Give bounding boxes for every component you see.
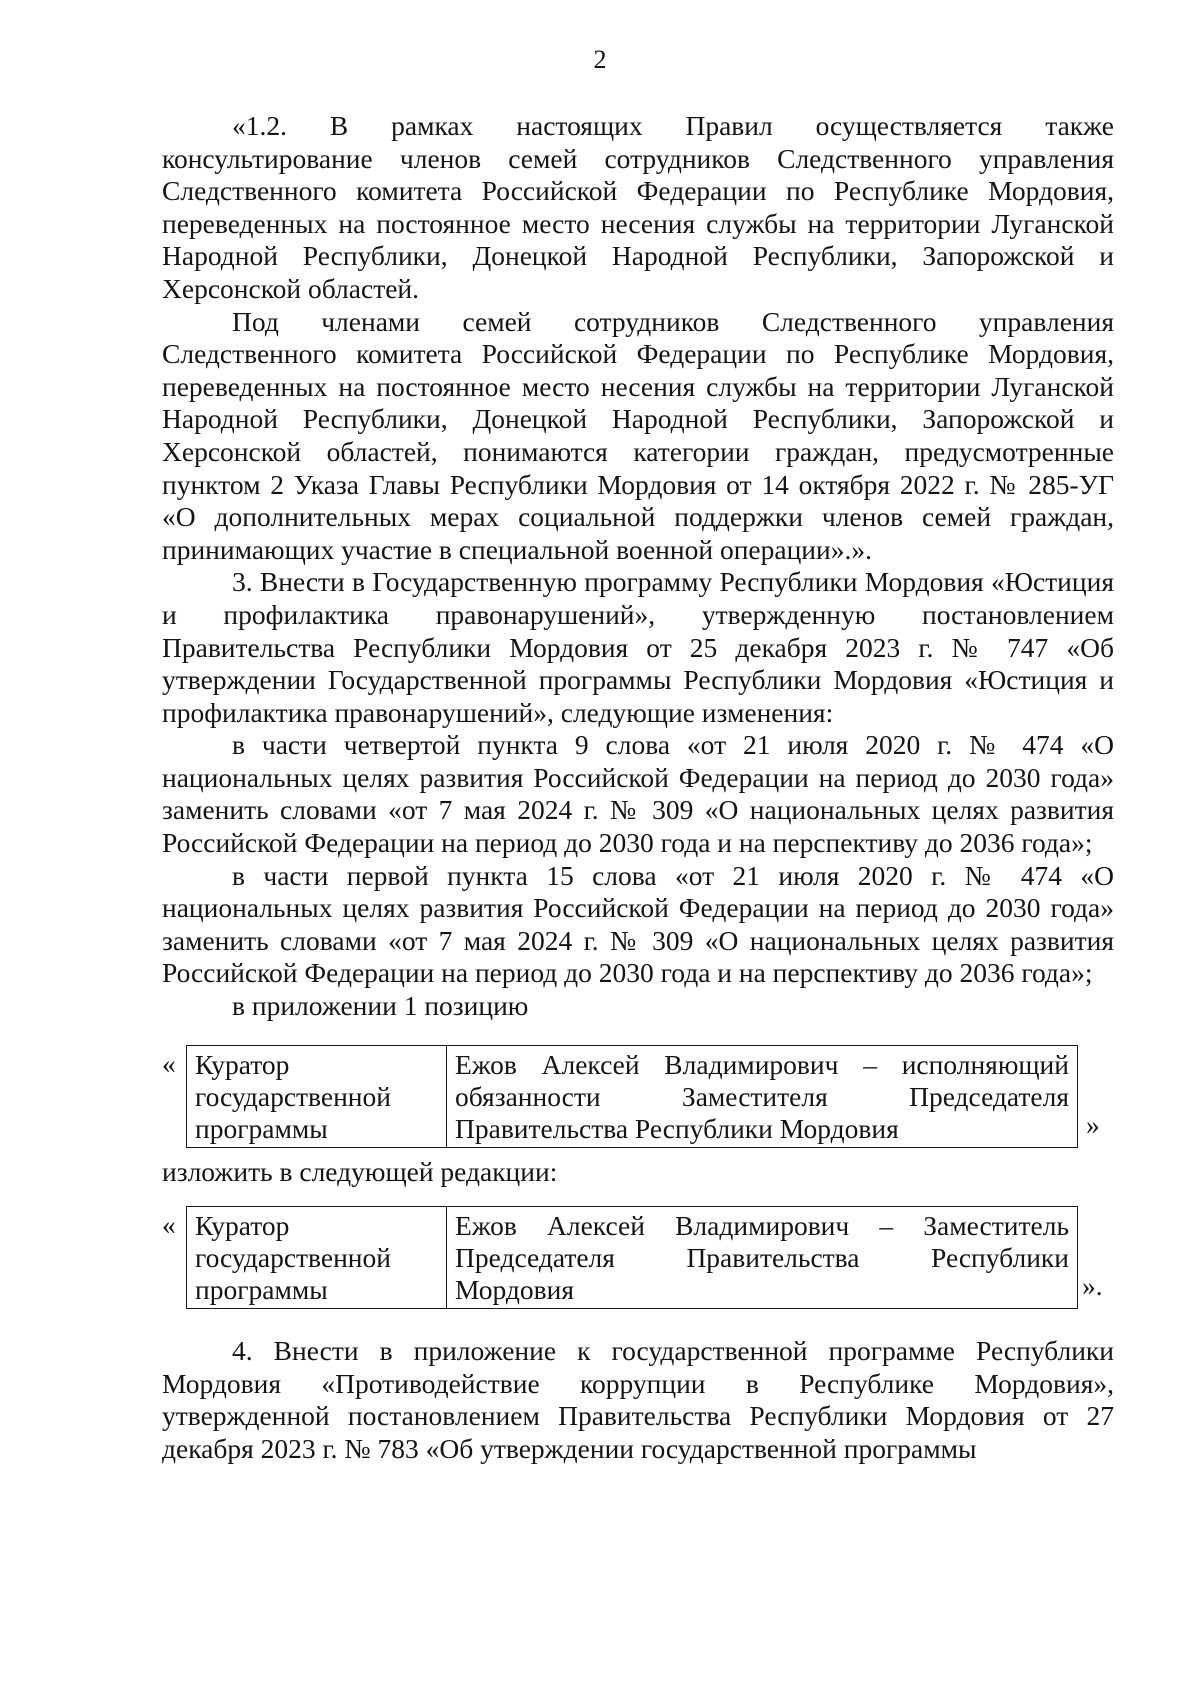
paragraph-appendix-reference: в приложении 1 позицию xyxy=(232,990,529,1022)
paragraph-item-3: 3. Внести в Государственную программу Республики Мордовия «Юстиция и профилактика правонарушений», утвержденную постановлением Правительства Республики Мордовия от 25 декабря 2023 г. № 747 «Об утверждении Государственной программы Республики Мордовия «Юстиция и профилактика правонарушений», следующие изменения: xyxy=(162,566,1114,728)
table-row xyxy=(187,1045,1078,1147)
cell-line: программы xyxy=(195,1274,328,1306)
page-number: 2 xyxy=(593,45,607,74)
cell-line: Куратор xyxy=(195,1048,290,1080)
old-position-block xyxy=(162,1045,1114,1146)
cell-line: Ежов Алексей Владимирович – Заместитель xyxy=(455,1210,1069,1242)
close-quote: ». xyxy=(1082,1270,1103,1302)
table-row xyxy=(187,1207,1078,1309)
new-position-table xyxy=(186,1206,1078,1309)
close-quote: » xyxy=(1086,1108,1100,1140)
new-position-block xyxy=(162,1206,1114,1307)
paragraph-family-definition: Под членами семей сотрудников Следственного управления Следственного комитета Российской Федерации по Республике Мордовия, переведенных на постоянное место несения службы на территории Луганской Народной Республики, Донецкой Народной Республики, Запорожской и Херсонской областей, понимаются категории граждан, предусмотренные пунктом 2 Указа Главы Республики Мордовия от 14 октября 2022 г. № 285-УГ «О дополнительных мерах социальной поддержки членов семей граждан, принимающих участие в специальной военной операции».». xyxy=(162,305,1114,565)
cell-line: государственной xyxy=(195,1080,391,1112)
paragraph-restate: изложить в следующей редакции: xyxy=(162,1155,558,1187)
cell-line: Мордовия xyxy=(455,1274,574,1306)
document-body xyxy=(162,110,1114,1466)
cell-line: Правительства Республики Мордовия xyxy=(455,1112,899,1144)
cell-line: государственной xyxy=(195,1242,391,1274)
curator-label-cell xyxy=(187,1207,447,1309)
open-quote: « xyxy=(162,1047,176,1079)
curator-label-cell xyxy=(187,1045,447,1147)
open-quote: « xyxy=(162,1209,176,1241)
paragraph-change-point-9: в части четвертой пункта 9 слова «от 21 июля 2020 г. № 474 «О национальных целях развития Российской Федерации на период до 2030 года» заменить словами «от 7 мая 2024 г. № 309 «О национальных целях развития Российской Федерации на период до 2030 года и на перспективу до 2036 года»; xyxy=(162,729,1114,859)
paragraph-1-2: «1.2. В рамках настоящих Правил осуществляется также консультирование членов семей сотрудников Следственного управления Следственного комитета Российской Федерации по Республике Мордовия, переведенных на постоянное место несения службы на территории Луганской Народной Республики, Донецкой Народной Республики, Запорожской и Херсонской областей. xyxy=(162,110,1114,304)
cell-line: программы xyxy=(195,1112,328,1144)
curator-name-cell xyxy=(447,1045,1078,1147)
cell-line: Председателя Правительства Республики xyxy=(455,1242,1069,1274)
cell-line: Куратор xyxy=(195,1210,290,1242)
old-position-table xyxy=(186,1045,1078,1148)
cell-line: Ежов Алексей Владимирович – исполняющий xyxy=(455,1048,1069,1080)
paragraph-item-4: 4. Внести в приложение к государственной программе Республики Мордовия «Противодействие коррупции в Республике Мордовия», утвержденной постановлением Правительства Республики Мордовия от 27 декабря 2023 г. № 783 «Об утверждении государственной программы xyxy=(162,1335,1114,1464)
paragraph-change-point-15: в части первой пункта 15 слова «от 21 июля 2020 г. № 474 «О национальных целях развития Российской Федерации на период до 2030 года» заменить словами «от 7 мая 2024 г. № 309 «О национальных целях развития Российской Федерации на период до 2030 года и на перспективу до 2036 года»; xyxy=(162,859,1114,989)
curator-name-cell xyxy=(447,1207,1078,1309)
cell-line: обязанности Заместителя Председателя xyxy=(455,1080,1069,1112)
